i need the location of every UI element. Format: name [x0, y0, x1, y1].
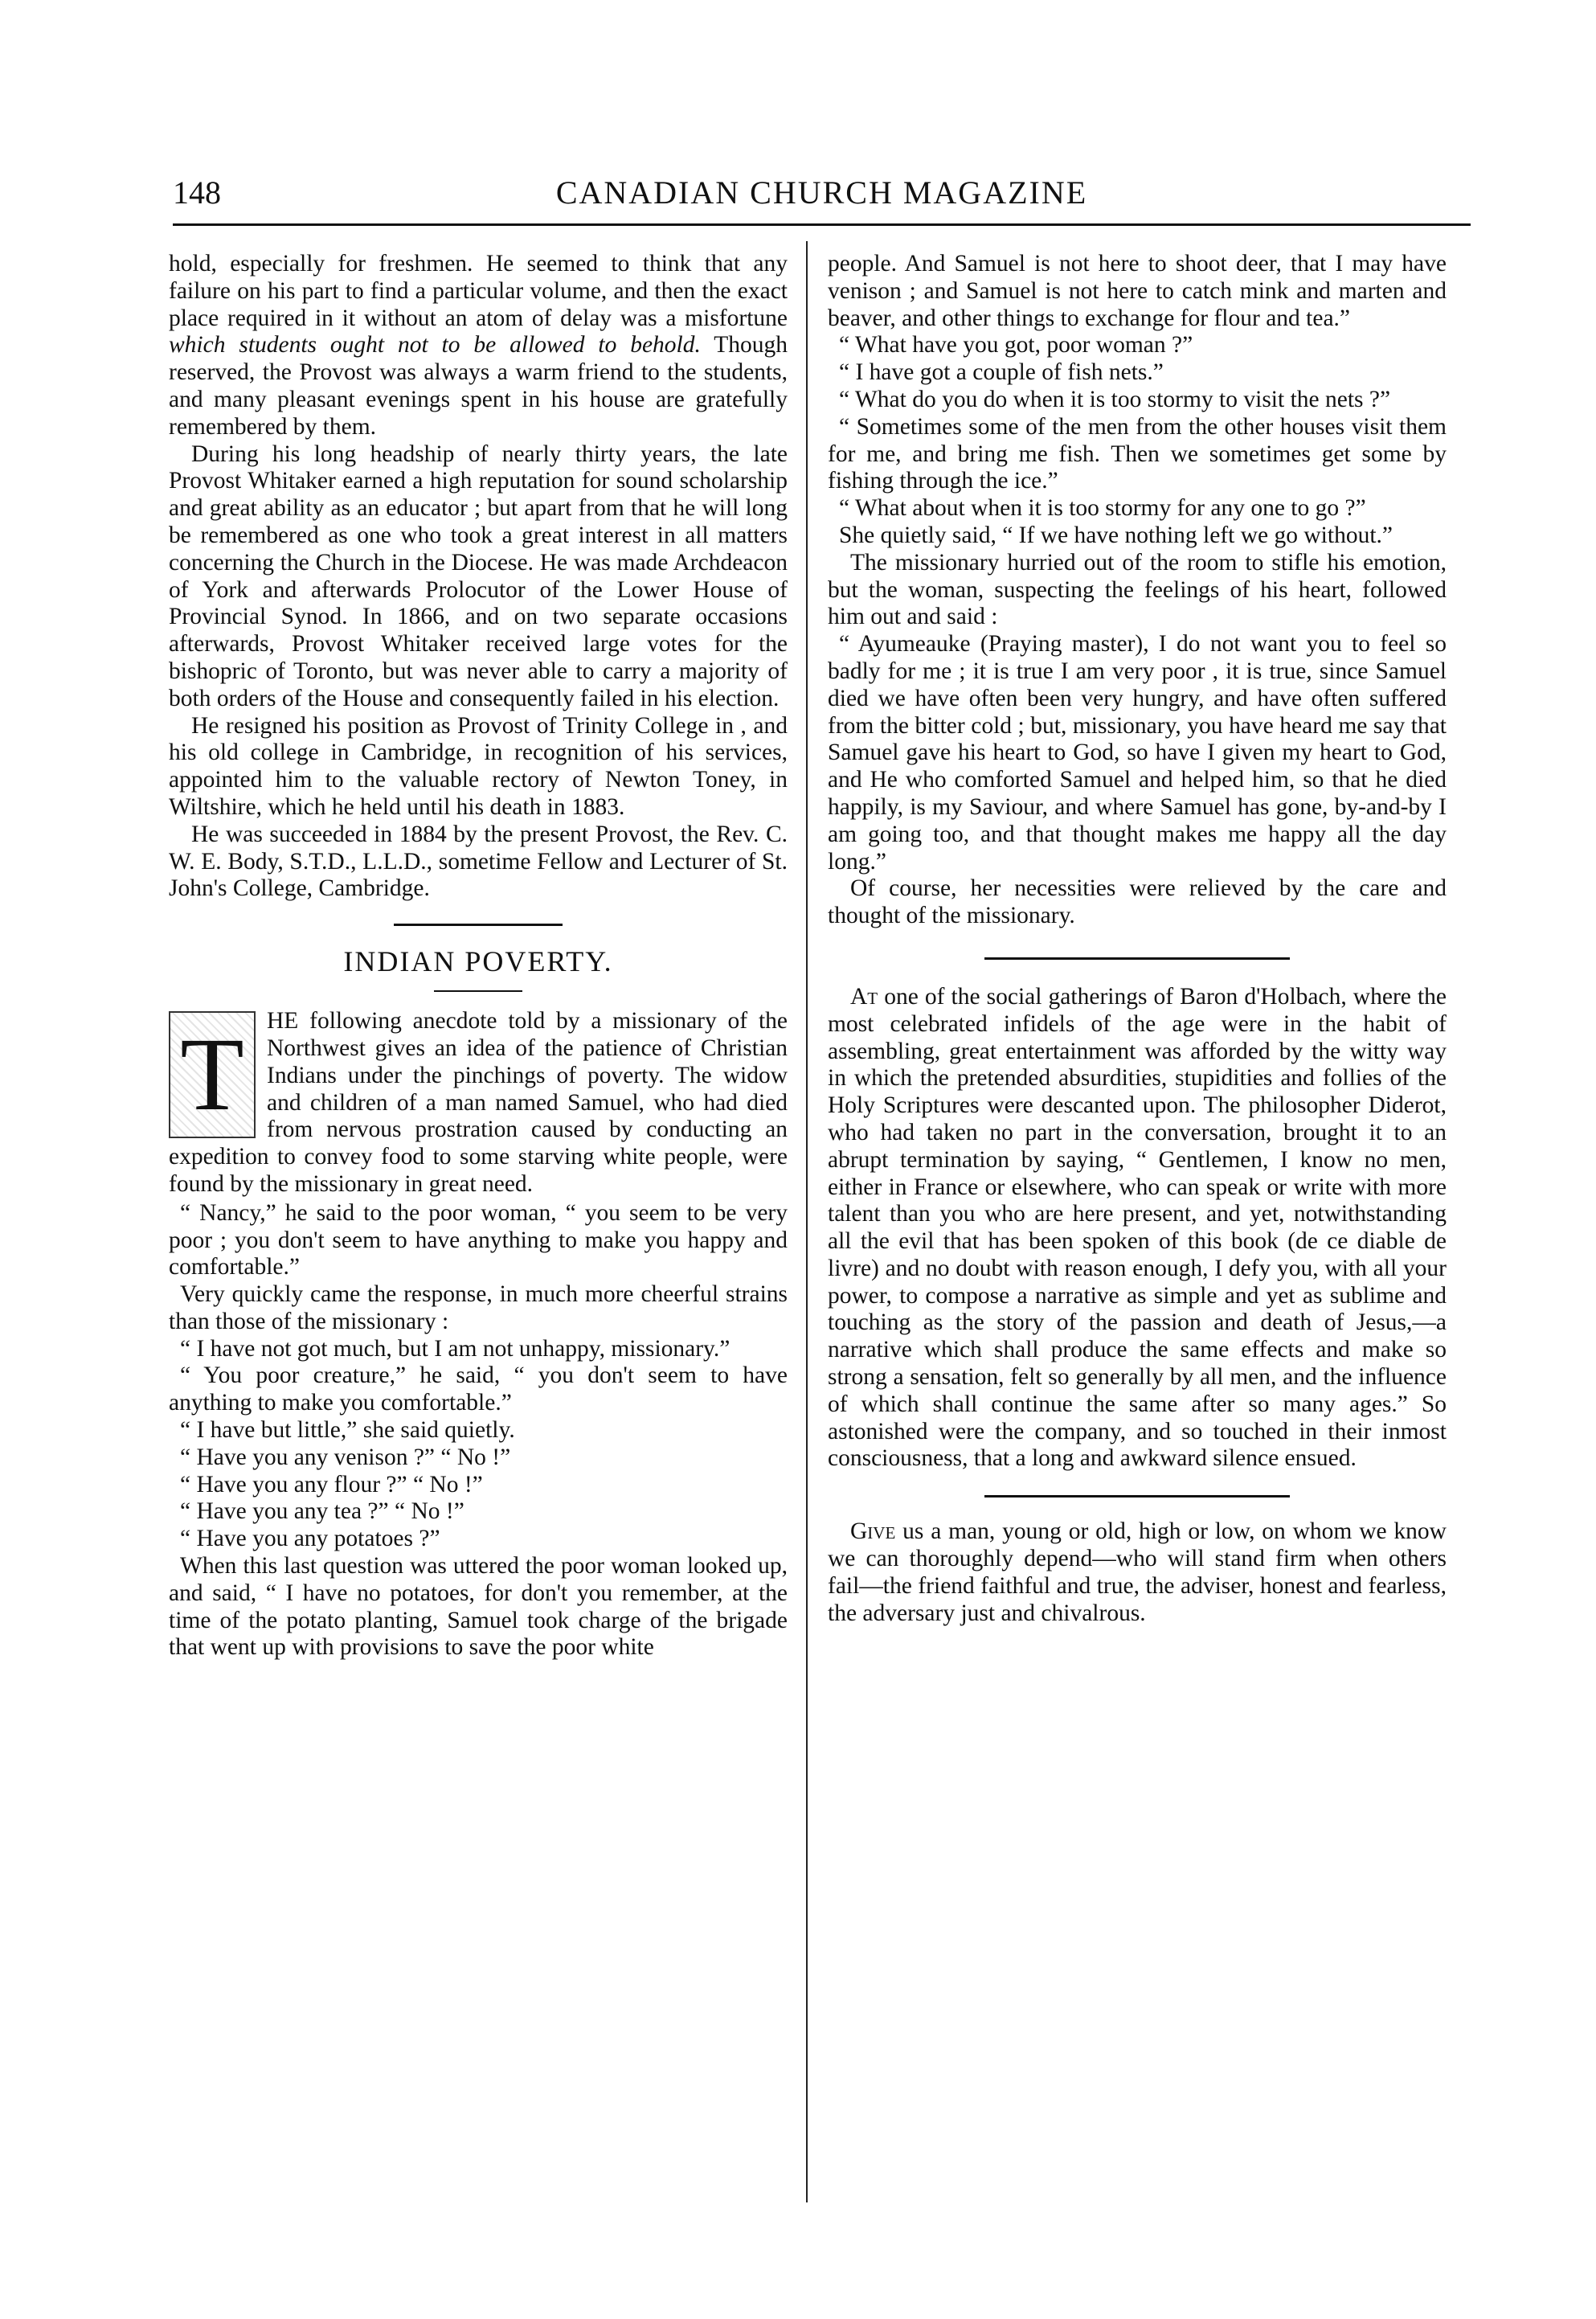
running-head: CANADIAN CHURCH MAGAZINE [555, 174, 1088, 211]
dialogue-line: “ I have not got much, but I am not unhappy, missionary.” [180, 1335, 730, 1362]
paragraph: The missionary hurried out of the room to stifle his emotion, but the woman, suspecting the feelings of his heart, followed him out and said : [828, 549, 1447, 630]
dialogue-line: “ Have you any venison ?” “ No !” [180, 1444, 511, 1470]
page-number: 148 [173, 174, 221, 211]
dialogue-line: Very quickly came the response, in much more cheerful strains than those of the missionary : [169, 1281, 788, 1334]
right-column [828, 251, 1447, 1627]
dialogue-line: She quietly said, “ If we have nothing left we go without.” [839, 522, 1393, 548]
paragraph: During his long headship of nearly thirty years, the late Provost Whitaker earned a high reputation for sound scholarship and great ability as an educator ; but apart from that he will long be remembered as one who took a great interest in all matters concerning the Church in the Diocese. He was made Archdeacon of York and afterwards Prolocutor of the Lower House of Provincial Synod. In 1866, and on two separate occasions afterwards, Provost Whitaker received large votes for the bishopric of Toronto, but was never able to carry a majority of both orders of the House and consequently failed in his election. [169, 440, 788, 711]
dialogue-line: “ What about when it is too stormy for any one to go ?” [839, 495, 1366, 522]
italic-text: which students ought not to be allowed to behold. [169, 332, 701, 359]
story-intro: HE following anecdote told by a missionary of the Northwest gives an idea of the patience of Christian Indians under the pinchings of poverty. The widow and children of a man named Samuel, who had died from nervous prostration caused by conducting an expedition to convey food to some starving white people, were found by the missionary in great need. [169, 1008, 788, 1197]
text: Though reserved, the Provost was always a warm friend to the students, and many pleasant evenings spent in his house are gratefully remembered by them. [169, 332, 788, 440]
text: hold, especially for freshmen. He seemed to think that any failure on his part to find a particular volume, and then the exact place required in it without an atom of delay was a misfortune [169, 251, 788, 331]
column-divider [806, 241, 808, 2202]
dialogue-line: “ Sometimes some of the men from the other houses visit them for me, and bring me fish. Then we sometimes get some by fishing through the ice.” [828, 413, 1447, 494]
dialogue-line: “ You poor creature,” he said, “ you don't seem to have anything to make you comfortable.” [169, 1362, 788, 1416]
lead-word: At [850, 983, 878, 1010]
text: one of the social gatherings of Baron d'Holbach, where the most celebrated infidels of the age were in the habit of assembling, great entertainment was afforded by the witty way in which the pretended absurdities, stupidities and follies of the Holy Scriptures were descanted upon. The philosopher Diderot, who had taken no part in the conversation, brought it to an abrupt termination by saying, “ Gentlemen, I know no men, either in France or elsewhere, who can speak or write with more talent than you who are here present, and yet, notwithstanding all the evil that has been spoken of this book (de ce diable de livre) and no doubt with reason enough, I defy you, with all your power, to compose a narrative as simple and yet as sublime and touching as the story of the passion and death of Jesus,—a narrative which shall produce the same effects and make so strong a sensation, felt so generally by all men, and the influence of which shall continue the same after so many ages.” So astonished were the company, and so touched in their inmost consciousness, that a long and awkward silence ensued. [828, 983, 1447, 1472]
give-paragraph [828, 1518, 1447, 1627]
title-underline [434, 990, 522, 992]
section-divider [984, 1495, 1290, 1498]
dialogue-line: “ I have got a couple of fish nets.” [839, 359, 1164, 386]
dialogue-line: “ What have you got, poor woman ?” [839, 332, 1193, 359]
left-column [169, 251, 788, 1661]
dialogue-line: “ Nancy,” he said to the poor woman, “ you seem to be very poor ; you don't seem to have anything to make you happy and comfortable.” [169, 1199, 788, 1280]
paragraph: He was succeeded in 1884 by the present Provost, the Rev. C. W. E. Body, S.T.D., L.L.D., sometime Fellow and Lecturer of St. John's College, Cambridge. [169, 821, 788, 902]
dialogue-line: “ What do you do when it is too stormy to visit the nets ?” [839, 386, 1391, 412]
drop-cap-initial: T [169, 1011, 256, 1138]
dialogue-line: “ Ayumeauke (Praying master), I do not want you to feel so badly for me ; it is true I am very poor , it is true, since Samuel died we have often been very hungry, and have often suffered from the bitter cold ; but, missionary, you have heard me say that Samuel gave his heart to God, so have I given my heart to God, and He who comforted Samuel and helped him, so that he died happily, is my Saviour, and where Samuel has gone, by-and-by I am going too, and that thought makes me happy all the day long.” [828, 631, 1447, 875]
paragraph: people. And Samuel is not here to shoot deer, that I may have venison ; and Samuel is not here to catch mink and marten and beaver, and other things to exchange for flour and tea.” [828, 251, 1447, 331]
dialogue-line: “ Have you any flour ?” “ No !” [180, 1471, 483, 1498]
dialogue-line: “ I have but little,” she said quietly. [180, 1417, 515, 1444]
page-header [173, 167, 1471, 215]
dialogue-line: “ Have you any potatoes ?” [180, 1526, 440, 1552]
header-rule [173, 223, 1471, 226]
text: us a man, young or old, high or low, on whom we know we can thoroughly depend—who will stand firm when others fail—the friend faithful and true, the adviser, honest and fearless, the adversary just and chivalrous. [828, 1518, 1447, 1626]
paragraph: Of course, her necessities were relieved by the care and thought of the missionary. [828, 875, 1447, 929]
paragraph: He resigned his position as Provost of Trinity College in , and his old college in Cambridge, in recognition of his services, appointed him to the valuable rectory of Newton Toney, in Wiltshire, which he held until his death in 1883. [169, 712, 788, 820]
holbach-paragraph [828, 984, 1447, 1473]
section-divider [984, 957, 1290, 960]
dialogue-line: “ Have you any tea ?” “ No !” [180, 1498, 464, 1525]
paragraph [169, 251, 788, 441]
lead-word: Give [850, 1518, 896, 1545]
section-title: INDIAN POVERTY. [343, 945, 613, 978]
section-divider [394, 924, 563, 926]
dialogue-line: When this last question was uttered the poor woman looked up, and said, “ I have no potatoes, for don't you remember, at the time of the potato planting, Samuel took charge of the brigade that went up with provisions to save the poor white [169, 1553, 788, 1661]
